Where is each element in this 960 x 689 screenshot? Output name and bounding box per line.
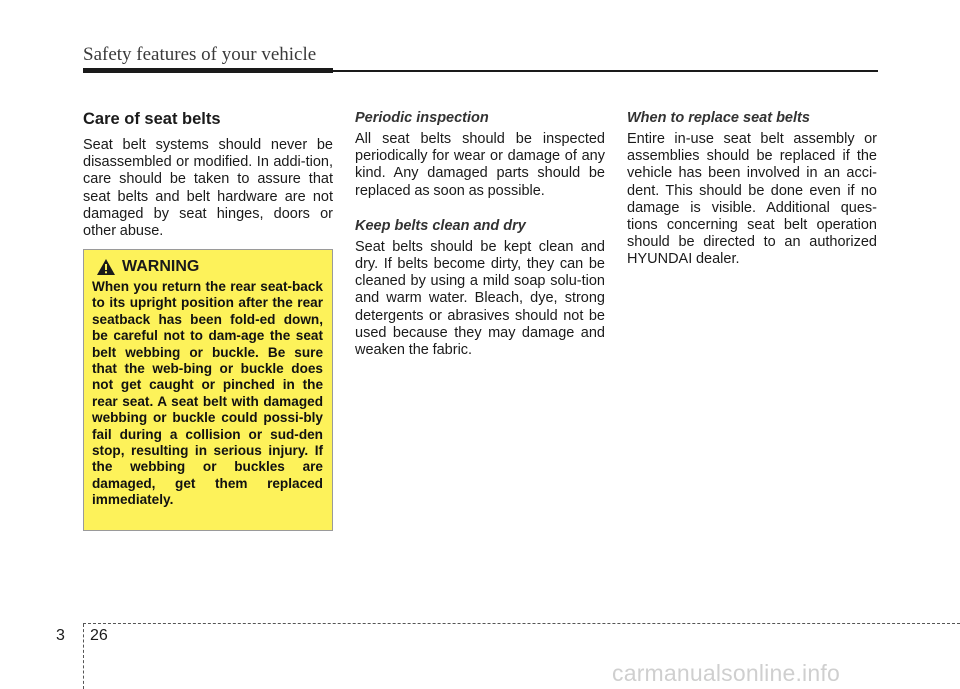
page-header-title: Safety features of your vehicle bbox=[83, 44, 317, 65]
warning-title: WARNING bbox=[122, 258, 200, 275]
header-rule-thick bbox=[83, 68, 333, 73]
chapter-number: 3 bbox=[56, 627, 65, 644]
warning-triangle-icon bbox=[96, 258, 116, 276]
warning-text: When you return the rear seat-back to its upright position after the rear seatback has been fold-ed down, be careful not to dam-age the seat belt webbing or buckle. Be sure that the web-bing or buckle does not get caught or pinched in the rear seat. A seat belt with damaged webbing or buckle could possi-bly fail during a collision or sud-den stop, resulting in serious injury. If the webbing or buckles are damaged, get them replaced immediately. bbox=[92, 279, 323, 508]
footer-vertical-rule bbox=[83, 624, 84, 689]
column-replace-seat-belts bbox=[627, 110, 877, 283]
page-number: 26 bbox=[90, 627, 108, 644]
footer-rule bbox=[83, 623, 960, 624]
warning-header bbox=[92, 258, 323, 276]
column-inspection-cleaning bbox=[355, 110, 605, 373]
periodic-inspection-paragraph: All seat belts should be inspected periodically for wear or damage of any kind. Any damaged parts should be replaced as soon as possible. bbox=[355, 131, 605, 199]
keep-clean-paragraph: Seat belts should be kept clean and dry. If belts become dirty, they can be cleaned by using a mild soap solu-tion and warm water. Bleach, dye, strong detergents or abrasives should not be used because they may damage and weaken the fabric. bbox=[355, 238, 605, 359]
subheading-periodic-inspection: Periodic inspection bbox=[355, 110, 489, 126]
subheading-when-to-replace: When to replace seat belts bbox=[627, 110, 810, 126]
section-heading-care: Care of seat belts bbox=[83, 110, 221, 128]
replace-paragraph: Entire in-use seat belt assembly or assemblies should be replaced if the vehicle has been involved in an acci-dent. This should be done even if no damage is visible. Additional ques-tions concerning seat belt operation should be directed to an authorized HYUNDAI dealer. bbox=[627, 131, 877, 268]
care-paragraph: Seat belt systems should never be disassembled or modified. In addi-tion, care should be taken to assure that seat belts and belt hardware are not damaged by seat hinges, doors or other abuse. bbox=[83, 137, 333, 240]
column-care-of-seat-belts bbox=[83, 110, 333, 254]
warning-box bbox=[83, 249, 333, 531]
subheading-keep-clean: Keep belts clean and dry bbox=[355, 217, 526, 234]
watermark: carmanualsonline.info bbox=[612, 660, 840, 686]
header-rule-thin bbox=[333, 70, 878, 72]
